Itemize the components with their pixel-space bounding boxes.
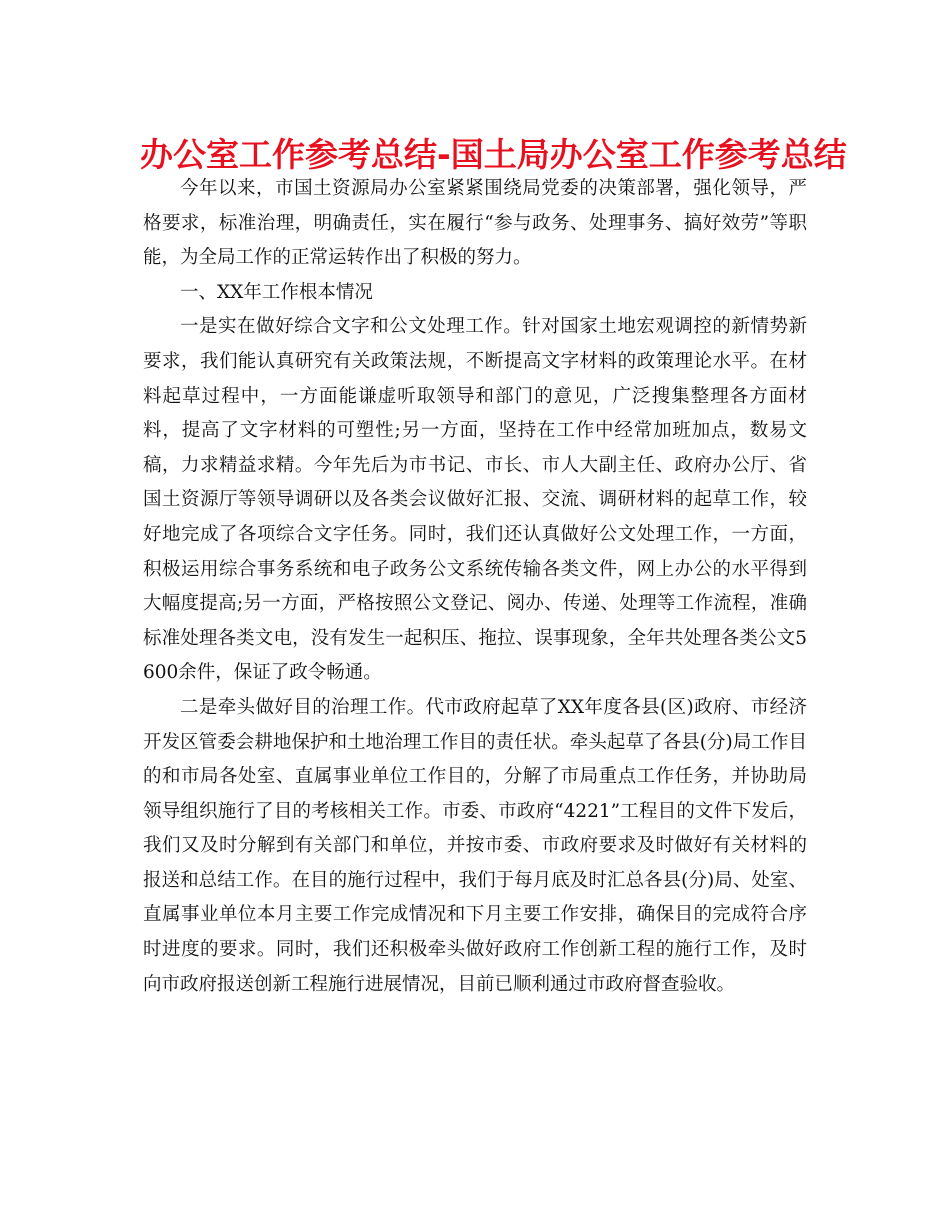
intro-paragraph: 今年以来，市国土资源局办公室紧紧围绕局党委的决策部署，强化领导，严格要求，标准治理，明确责任，实在履行“参与政务、处理事务、搞好效劳”等职能，为全局工作的正常运转作出了积极的努力。 [143,178,807,269]
section-heading: 一、XX年工作根本情况 [180,281,373,303]
document-body [143,172,807,1002]
document-title: 办公室工作参考总结-国土局办公室工作参考总结 [140,135,847,174]
body-paragraph-1: 一是实在做好综合文字和公文处理工作。针对国家土地宏观调控的新情势新要求，我们能认真研究有关政策法规，不断提高文字材料的政策理论水平。在材料起草过程中，一方面能谦虚听取领导和部门的意见，广泛搜集整理各方面材料，提高了文字材料的可塑性;另一方面，坚持在工作中经常加班加点，数易文稿，力求精益求精。今年先后为市书记、市长、市人大副主任、政府办公厅、省国土资源厅等领导调研以及各类会议做好汇报、交流、调研材料的起草工作，较好地完成了各项综合文字任务。同时，我们还认真做好公文处理工作，一方面，积极运用综合事务系统和电子政务公文系统传输各类文件，网上办公的水平得到大幅度提高;另一方面，严格按照公文登记、阅办、传递、处理等工作流程，准确标准处理各类文电，没有发生一起积压、拖拉、误事现象，全年共处理各类公文5600余件，保证了政令畅通。 [143,316,807,684]
body-paragraph-2: 二是牵头做好目的治理工作。代市政府起草了XX年度各县(区)政府、市经济开发区管委会耕地保护和土地治理工作目的责任状。牵头起草了各县(分)局工作目的和市局各处室、直属事业单位工作目的，分解了市局重点工作任务，并协助局领导组织施行了目的考核相关工作。市委、市政府“4221”工程目的文件下发后，我们又及时分解到有关部门和单位，并按市委、市政府要求及时做好有关材料的报送和总结工作。在目的施行过程中，我们于每月底及时汇总各县(分)局、处室、直属事业单位本月主要工作完成情况和下月主要工作安排，确保目的完成符合序时进度的要求。同时，我们还积极牵头做好政府工作创新工程的施行工作，及时向市政府报送创新工程施行进展情况，目前已顺利通过市政府督查验收。 [143,696,807,995]
